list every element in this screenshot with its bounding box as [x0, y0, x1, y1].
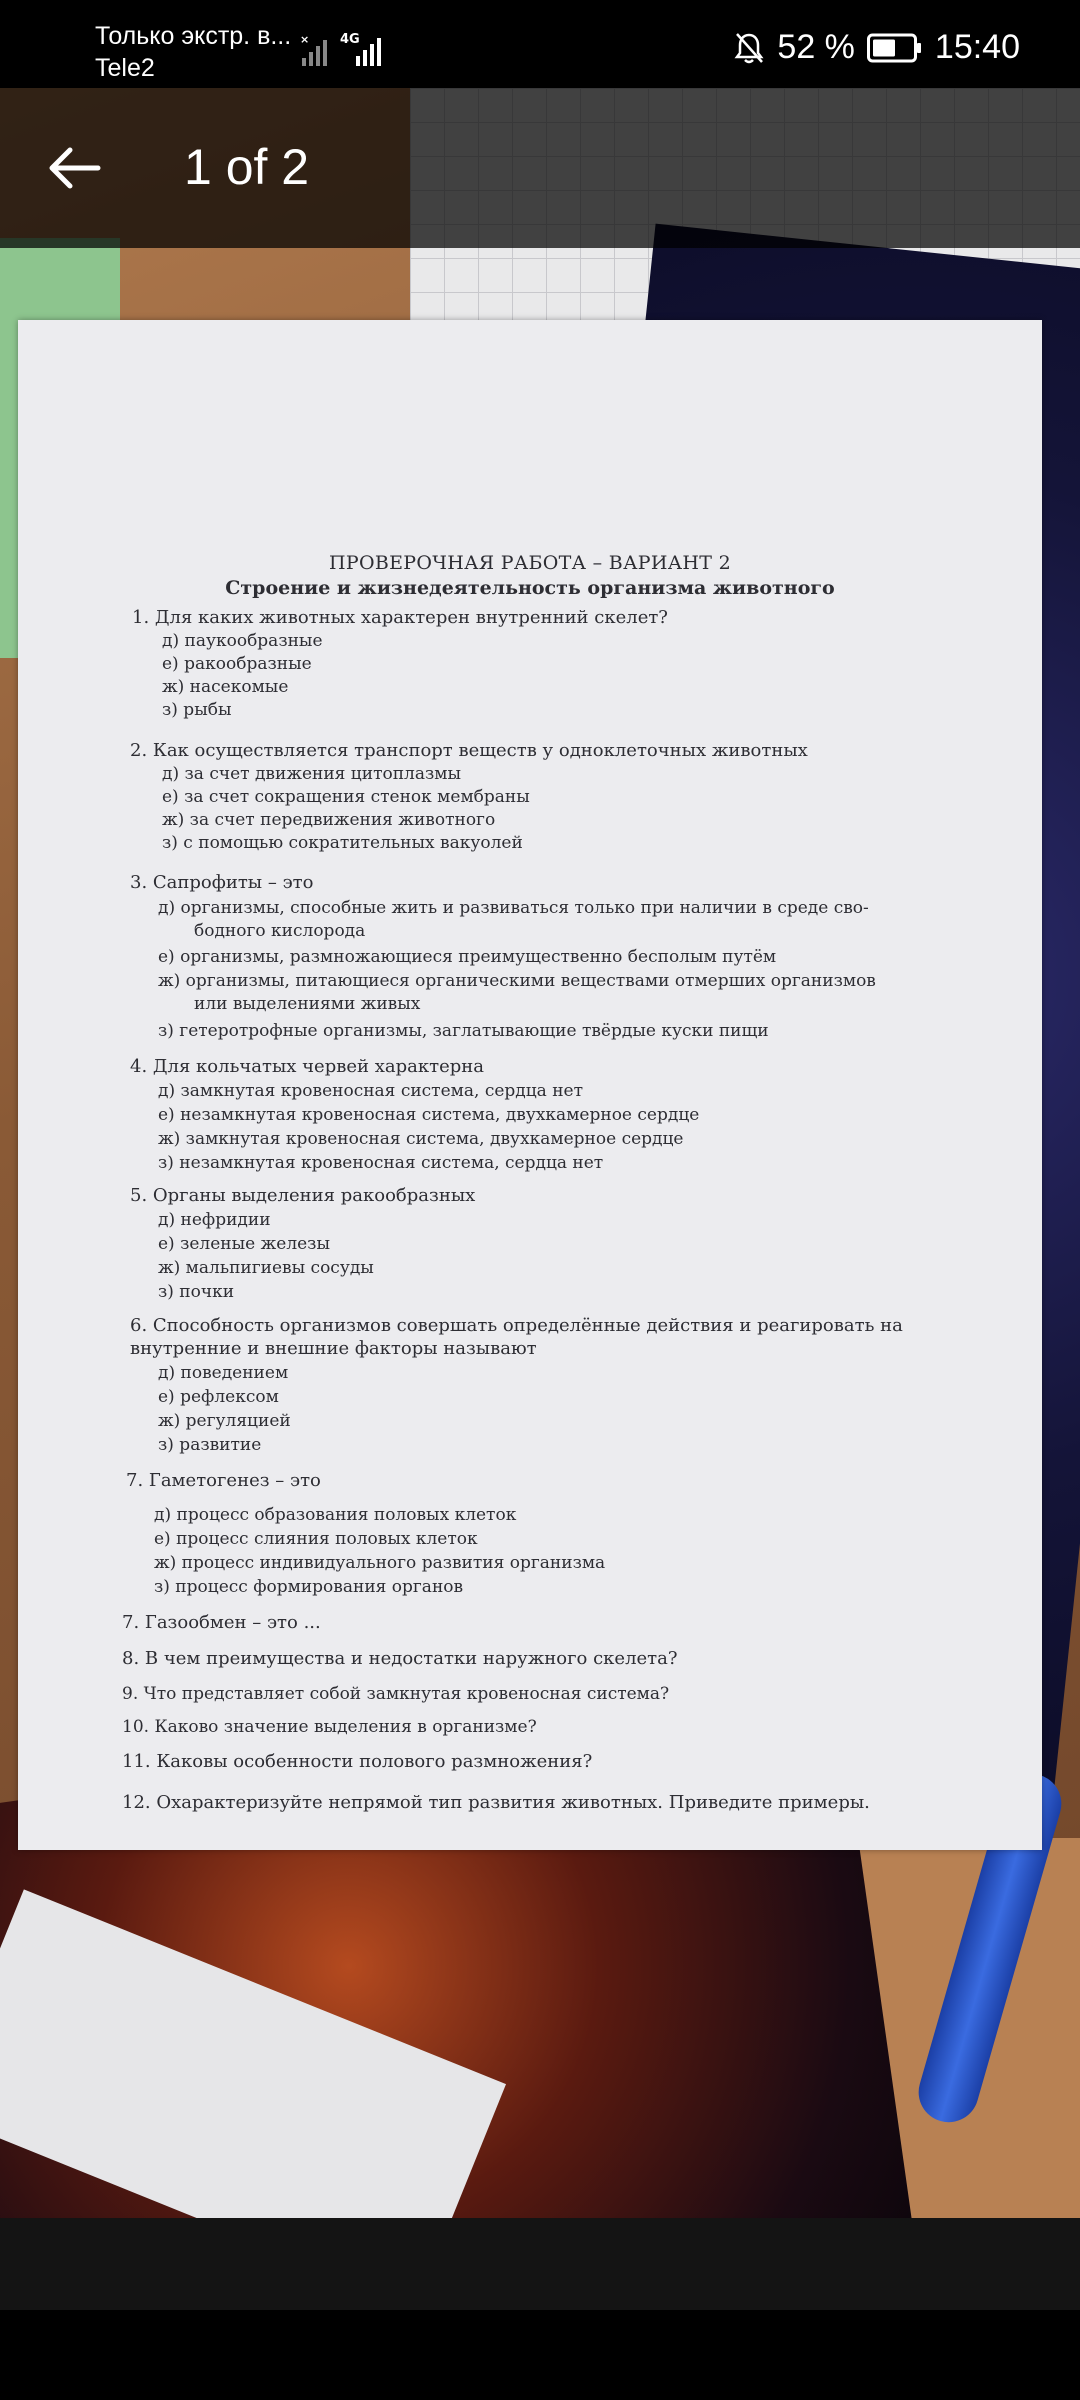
status-right [733, 28, 1020, 67]
question-line: 2. Как осуществляется транспорт веществ у одноклеточных животных [130, 740, 808, 761]
answer-line: д) за счет движения цитоплазмы [162, 764, 461, 784]
photo-viewer-image[interactable] [0, 88, 1080, 2310]
status-left [95, 20, 291, 84]
answer-line: или выделениями живых [194, 994, 421, 1014]
answer-line: з) почки [158, 1282, 235, 1302]
signal-icon [298, 30, 400, 70]
answer-line: з) гетеротрофные организмы, заглатывающие твёрдые куски пищи [158, 1021, 769, 1041]
answer-line: з) рыбы [162, 700, 232, 720]
document-title: ПРОВЕРОЧНАЯ РАБОТА – ВАРИАНТ 2 [329, 552, 731, 574]
answer-line: ж) мальпигиевы сосуды [158, 1258, 374, 1278]
answer-line: е) ракообразные [162, 654, 312, 674]
viewer-top-bar [0, 88, 1080, 248]
question-line: 12. Охарактеризуйте непрямой тип развития животных. Приведите примеры. [122, 1792, 870, 1813]
question-line: 1. Для каких животных характерен внутренний скелет? [132, 607, 668, 628]
network-type: 4G [340, 32, 360, 47]
arrow-left-icon [46, 144, 102, 192]
bell-off-icon [733, 31, 765, 65]
answer-line: ж) регуляцией [158, 1411, 291, 1431]
question-line: 3. Сапрофиты – это [130, 872, 314, 893]
answer-line: е) процесс слияния половых клеток [154, 1529, 478, 1549]
question-line: 6. Способность организмов совершать определённые действия и реагировать на [130, 1315, 903, 1336]
svg-text:×: × [300, 33, 310, 46]
question-line: 9. Что представляет собой замкнутая кровеносная система? [122, 1684, 670, 1704]
question-line: 7. Газообмен – это ... [122, 1612, 321, 1633]
question-line: 11. Каковы особенности полового размножения? [122, 1751, 593, 1772]
answer-line: е) рефлексом [158, 1387, 279, 1407]
battery-icon [867, 33, 923, 63]
answer-line: е) зеленые железы [158, 1234, 330, 1254]
carrier-name: Tele2 [95, 54, 155, 82]
answer-line: ж) за счет передвижения животного [162, 810, 496, 830]
test-paper [18, 320, 1042, 1850]
answer-line: з) незамкнутая кровеносная система, сердца нет [158, 1153, 604, 1173]
answer-line: ж) насекомые [162, 677, 289, 697]
answer-line: д) паукообразные [162, 631, 323, 651]
question-line: 5. Органы выделения ракообразных [130, 1185, 476, 1206]
answer-line: з) развитие [158, 1435, 262, 1455]
navigation-bar [0, 2310, 1080, 2400]
answer-line: ж) организмы, питающиеся органическими веществами отмерших организмов [158, 971, 876, 991]
question-line: 4. Для кольчатых червей характерна [130, 1056, 484, 1077]
back-button[interactable] [34, 128, 114, 208]
answer-line: з) с помощью сократительных вакуолей [162, 833, 523, 853]
answer-line: е) организмы, размножающиеся преимущественно бесполым путём [158, 947, 777, 967]
answer-line: д) нефридии [158, 1210, 271, 1230]
answer-line: ж) процесс индивидуального развития организма [154, 1553, 606, 1573]
clock-time: 15:40 [934, 28, 1020, 66]
question-line: 8. В чем преимущества и недостатки наружного скелета? [122, 1648, 678, 1669]
answer-line: е) незамкнутая кровеносная система, двухкамерное сердце [158, 1105, 700, 1125]
answer-line: д) процесс образования половых клеток [154, 1505, 517, 1525]
background-shadow [0, 2218, 1080, 2310]
answer-line: д) замкнутая кровеносная система, сердца нет [158, 1081, 584, 1101]
answer-line: ж) замкнутая кровеносная система, двухкамерное сердце [158, 1129, 684, 1149]
answer-line: е) за счет сокращения стенок мембраны [162, 787, 530, 807]
answer-line: д) организмы, способные жить и развиваться только при наличии в среде сво- [158, 898, 869, 918]
notification-text: Только экстр. в... [95, 22, 292, 50]
question-line: 7. Гаметогенез – это [126, 1470, 321, 1491]
answer-line: бодного кислорода [194, 921, 366, 941]
status-bar [0, 0, 1080, 88]
question-line: внутренние и внешние факторы называют [130, 1338, 537, 1359]
document-subtitle: Строение и жизнедеятельность организма животного [225, 577, 835, 599]
answer-line: з) процесс формирования органов [154, 1577, 464, 1597]
question-line: 10. Каково значение выделения в организме? [122, 1717, 537, 1737]
answer-line: д) поведением [158, 1363, 289, 1383]
page-counter: 1 of 2 [184, 139, 310, 195]
battery-percent: 52 % [777, 28, 855, 66]
